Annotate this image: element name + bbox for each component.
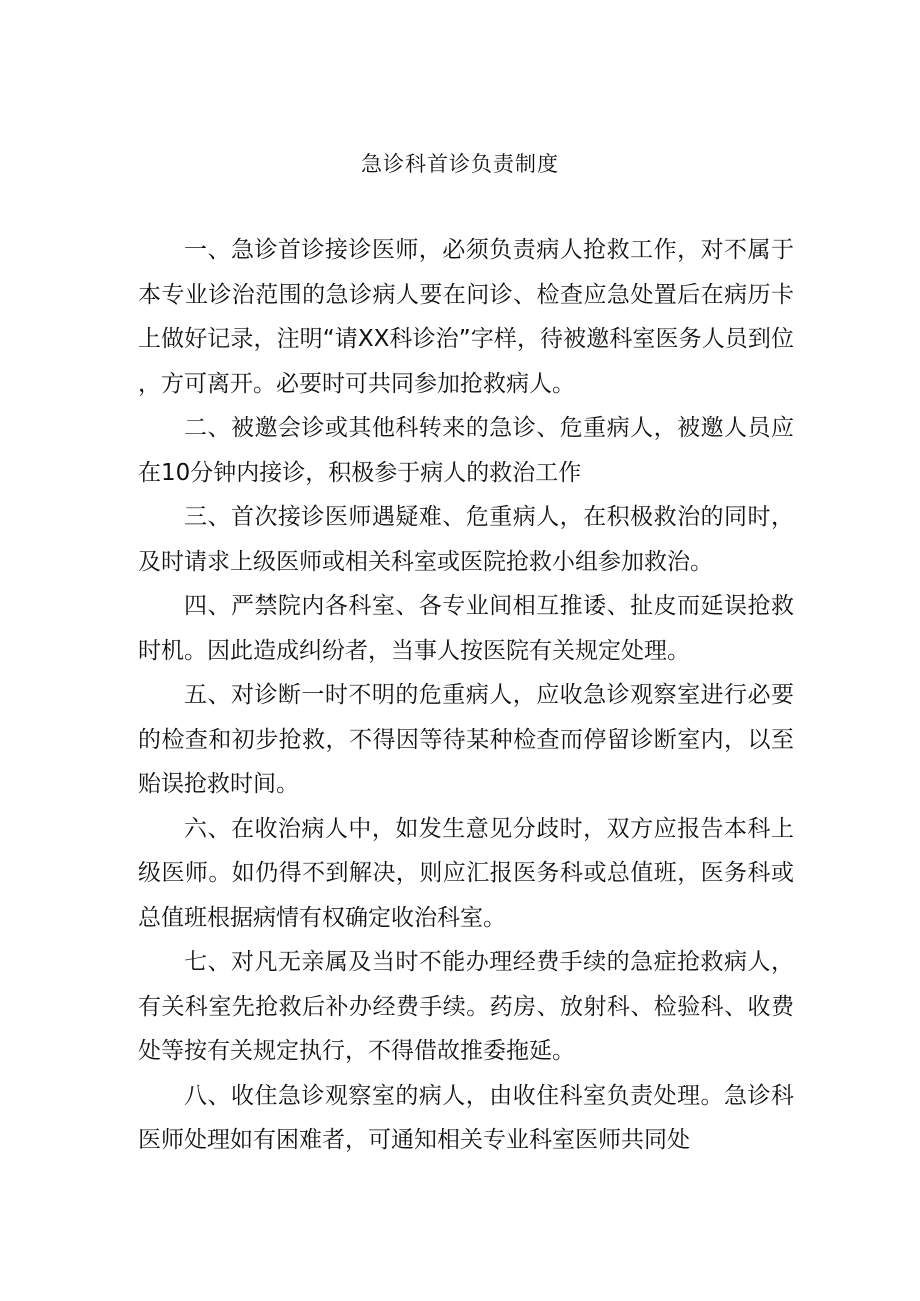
- paragraph-3: 三、首次接诊医师遇疑难、危重病人，在积极救治的同时，及时请求上级医师或相关科室或医院抢救小组参加救治。: [138, 504, 794, 575]
- document-title: 急诊科首诊负责制度: [361, 152, 559, 176]
- document-body: [138, 228, 794, 1163]
- paragraph-8: 八、收住急诊观察室的病人，由收住科室负责处理。急诊科医师处理如有困难者，可通知相关专业科室医师共同处: [138, 1082, 794, 1153]
- paragraph-7: 七、对凡无亲属及当时不能办理经费手续的急症抢救病人，有关科室先抢救后补办经费手续。药房、放射科、检验科、收费处等按有关规定执行，不得借故推委拖延。: [138, 949, 794, 1064]
- paragraph-5: 五、对诊断一时不明的危重病人，应收急诊观察室进行必要的检查和初步抢救，不得因等待某种检查而停留诊断室内，以至贻误抢救时间。: [138, 682, 794, 797]
- paragraph-2: 二、被邀会诊或其他科转来的急诊、危重病人，被邀人员应在10分钟内接诊，积极参于病人的救治工作: [138, 415, 794, 486]
- paragraph-4: 四、严禁院内各科室、各专业间相互推诿、扯皮而延误抢救时机。因此造成纠纷者，当事人按医院有关规定处理。: [138, 593, 794, 664]
- paragraph-6: 六、在收治病人中，如发生意见分歧时，双方应报告本科上级医师。如仍得不到解决，则应汇报医务科或总值班，医务科或总值班根据病情有权确定收治科室。: [138, 815, 794, 931]
- paragraph-1: 一、急诊首诊接诊医师，必须负责病人抢救工作，对不属于本专业诊治范围的急诊病人要在问诊、检查应急处置后在病历卡上做好记录，注明“请XX科诊治”字样，待被邀科室医务人员到位，方可离开。必要时可共同参加抢救病人。: [138, 237, 794, 397]
